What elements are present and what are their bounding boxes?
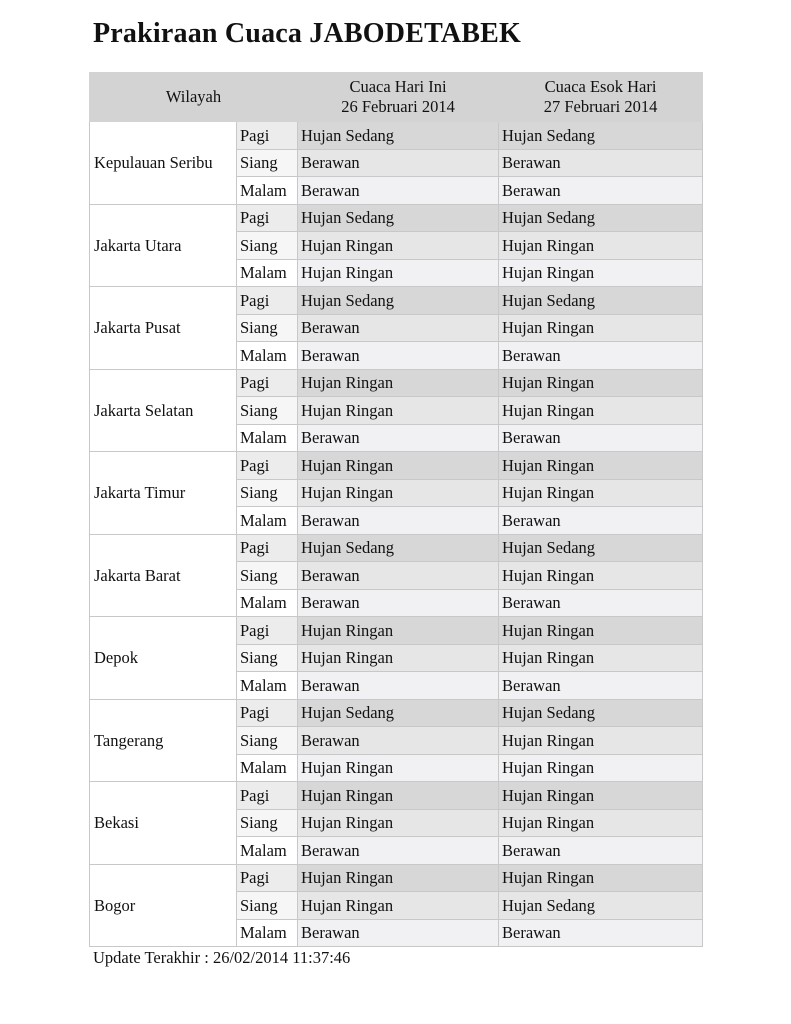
period-label: Pagi — [237, 534, 298, 562]
forecast-today: Hujan Sedang — [298, 122, 499, 150]
forecast-tomorrow: Hujan Ringan — [499, 617, 703, 645]
forecast-today: Hujan Ringan — [298, 369, 499, 397]
forecast-today: Hujan Sedang — [298, 204, 499, 232]
forecast-today: Berawan — [298, 149, 499, 177]
period-label: Siang — [237, 644, 298, 672]
table-row — [90, 452, 703, 480]
forecast-tomorrow: Hujan Ringan — [499, 314, 703, 342]
header-today-date: 26 Februari 2014 — [341, 97, 455, 116]
period-label: Malam — [237, 919, 298, 947]
period-label: Siang — [237, 397, 298, 425]
forecast-tomorrow: Berawan — [499, 589, 703, 617]
forecast-tomorrow: Hujan Ringan — [499, 644, 703, 672]
period-label: Pagi — [237, 204, 298, 232]
forecast-tomorrow: Hujan Ringan — [499, 232, 703, 260]
period-label: Siang — [237, 562, 298, 590]
forecast-today: Hujan Ringan — [298, 892, 499, 920]
header-tomorrow — [499, 73, 703, 122]
period-label: Pagi — [237, 452, 298, 480]
period-label: Siang — [237, 809, 298, 837]
forecast-tomorrow: Hujan Sedang — [499, 204, 703, 232]
period-label: Malam — [237, 259, 298, 287]
period-label: Pagi — [237, 369, 298, 397]
forecast-tomorrow: Hujan Ringan — [499, 562, 703, 590]
forecast-tomorrow: Berawan — [499, 672, 703, 700]
forecast-tomorrow: Hujan Sedang — [499, 287, 703, 315]
forecast-tomorrow: Hujan Ringan — [499, 727, 703, 755]
table-row — [90, 204, 703, 232]
period-label: Pagi — [237, 699, 298, 727]
forecast-tomorrow: Hujan Ringan — [499, 864, 703, 892]
forecast-tomorrow: Berawan — [499, 177, 703, 205]
last-updated: Update Terakhir : 26/02/2014 11:37:46 — [93, 948, 351, 967]
forecast-today: Hujan Sedang — [298, 534, 499, 562]
header-tomorrow-label: Cuaca Esok Hari — [544, 77, 657, 96]
table-row — [90, 617, 703, 645]
region-name: Tangerang — [90, 699, 237, 782]
period-label: Malam — [237, 342, 298, 370]
forecast-today: Hujan Ringan — [298, 782, 499, 810]
forecast-tomorrow: Berawan — [499, 149, 703, 177]
forecast-today: Berawan — [298, 672, 499, 700]
forecast-tomorrow: Hujan Sedang — [499, 699, 703, 727]
table-row — [90, 287, 703, 315]
forecast-tomorrow: Hujan Ringan — [499, 452, 703, 480]
forecast-tomorrow: Hujan Sedang — [499, 534, 703, 562]
forecast-tomorrow: Hujan Ringan — [499, 782, 703, 810]
forecast-today: Berawan — [298, 837, 499, 865]
table-row — [90, 534, 703, 562]
forecast-tomorrow: Berawan — [499, 342, 703, 370]
table-row — [90, 699, 703, 727]
period-label: Pagi — [237, 287, 298, 315]
period-label: Siang — [237, 232, 298, 260]
forecast-today: Hujan Ringan — [298, 232, 499, 260]
period-label: Pagi — [237, 122, 298, 150]
table-row — [90, 782, 703, 810]
header-region: Wilayah — [90, 73, 298, 122]
period-label: Malam — [237, 507, 298, 535]
forecast-tomorrow: Berawan — [499, 424, 703, 452]
forecast-today: Berawan — [298, 919, 499, 947]
forecast-today: Hujan Ringan — [298, 754, 499, 782]
forecast-today: Hujan Ringan — [298, 397, 499, 425]
period-label: Malam — [237, 424, 298, 452]
region-name: Kepulauan Seribu — [90, 122, 237, 205]
forecast-tomorrow: Berawan — [499, 507, 703, 535]
period-label: Pagi — [237, 782, 298, 810]
forecast-today: Hujan Sedang — [298, 287, 499, 315]
forecast-today: Berawan — [298, 507, 499, 535]
region-name: Jakarta Utara — [90, 204, 237, 287]
table-row — [90, 864, 703, 892]
region-name: Depok — [90, 617, 237, 700]
forecast-today: Berawan — [298, 177, 499, 205]
forecast-tomorrow: Hujan Sedang — [499, 892, 703, 920]
period-label: Malam — [237, 754, 298, 782]
forecast-today: Berawan — [298, 727, 499, 755]
region-name: Jakarta Barat — [90, 534, 237, 617]
period-label: Malam — [237, 177, 298, 205]
forecast-tomorrow: Hujan Ringan — [499, 259, 703, 287]
forecast-today: Berawan — [298, 342, 499, 370]
period-label: Siang — [237, 892, 298, 920]
forecast-today: Berawan — [298, 562, 499, 590]
forecast-tomorrow: Berawan — [499, 837, 703, 865]
header-today-label: Cuaca Hari Ini — [349, 77, 447, 96]
period-label: Siang — [237, 479, 298, 507]
header-today — [298, 73, 499, 122]
forecast-today: Berawan — [298, 314, 499, 342]
forecast-today: Berawan — [298, 424, 499, 452]
table-row — [90, 122, 703, 150]
header-tomorrow-date: 27 Februari 2014 — [543, 97, 658, 116]
forecast-today: Hujan Ringan — [298, 259, 499, 287]
region-name: Bogor — [90, 864, 237, 947]
forecast-today: Hujan Ringan — [298, 809, 499, 837]
table-row — [90, 369, 703, 397]
forecast-tomorrow: Hujan Ringan — [499, 369, 703, 397]
period-label: Malam — [237, 589, 298, 617]
forecast-today: Hujan Sedang — [298, 699, 499, 727]
forecast-tomorrow: Hujan Sedang — [499, 122, 703, 150]
forecast-tomorrow: Hujan Ringan — [499, 479, 703, 507]
period-label: Pagi — [237, 617, 298, 645]
period-label: Malam — [237, 672, 298, 700]
forecast-tomorrow: Berawan — [499, 919, 703, 947]
table-body — [90, 122, 703, 947]
forecast-tomorrow: Hujan Ringan — [499, 754, 703, 782]
forecast-today: Hujan Ringan — [298, 452, 499, 480]
forecast-today: Hujan Ringan — [298, 479, 499, 507]
region-name: Jakarta Pusat — [90, 287, 237, 370]
region-name: Jakarta Selatan — [90, 369, 237, 452]
forecast-tomorrow: Hujan Ringan — [499, 809, 703, 837]
region-name: Bekasi — [90, 782, 237, 865]
weather-table — [89, 72, 703, 947]
page-title: Prakiraan Cuaca JABODETABEK — [93, 18, 522, 49]
period-label: Siang — [237, 149, 298, 177]
period-label: Pagi — [237, 864, 298, 892]
forecast-today: Berawan — [298, 589, 499, 617]
forecast-today: Hujan Ringan — [298, 644, 499, 672]
period-label: Siang — [237, 314, 298, 342]
forecast-today: Hujan Ringan — [298, 617, 499, 645]
period-label: Malam — [237, 837, 298, 865]
forecast-today: Hujan Ringan — [298, 864, 499, 892]
region-name: Jakarta Timur — [90, 452, 237, 535]
table-header-row — [90, 73, 703, 122]
forecast-tomorrow: Hujan Ringan — [499, 397, 703, 425]
period-label: Siang — [237, 727, 298, 755]
